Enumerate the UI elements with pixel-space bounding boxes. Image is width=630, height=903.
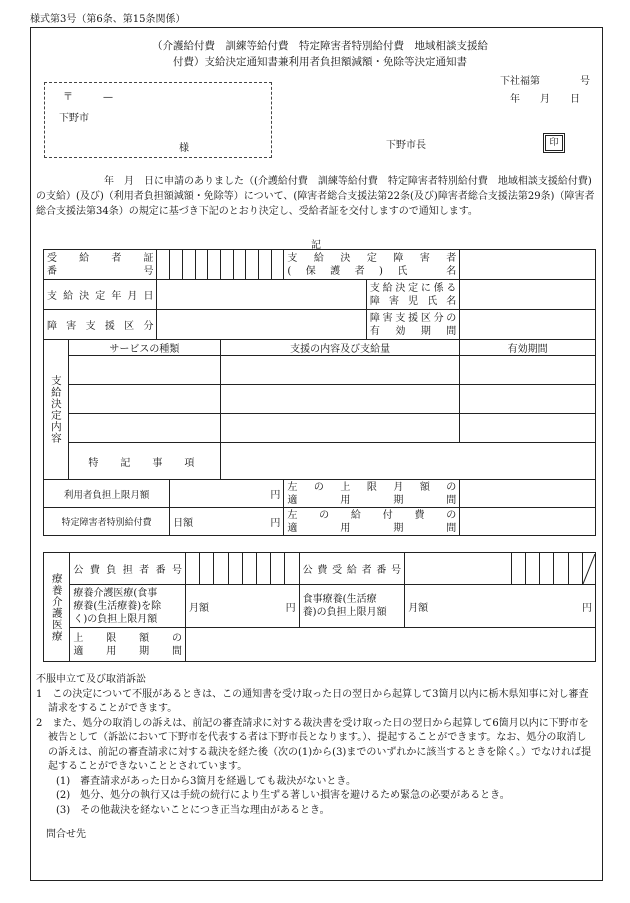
content-label: 支給決定内容 xyxy=(49,375,62,444)
amount-cell xyxy=(220,356,459,385)
medical-limit-label xyxy=(70,585,186,628)
special-period-label-1: 左 の 給 付 費 の xyxy=(287,509,457,521)
medical-period-row xyxy=(44,628,596,662)
address-box xyxy=(44,82,272,158)
special-period-label xyxy=(284,508,460,536)
medical-monthly: 月額 xyxy=(189,602,210,614)
beneficiary-label: 公費受給者番号 xyxy=(299,553,405,585)
category-period-value xyxy=(460,310,596,340)
date-line: 年 月 日 xyxy=(510,94,580,105)
ki-label: 記 xyxy=(311,240,321,251)
medical-label-3: く)の負担上限月額 xyxy=(73,613,158,625)
guardian-label-1: 支給決定障害者 xyxy=(287,252,457,264)
payer-digit xyxy=(285,553,299,585)
limit-period-label xyxy=(284,480,460,508)
recipient-digit xyxy=(157,250,170,280)
service-row xyxy=(44,385,596,414)
child-label xyxy=(366,280,459,310)
category-row xyxy=(44,310,596,340)
appeal-heading: 不服申立て及び取消訴訟 xyxy=(36,674,146,685)
child-label-2: 障 害 児 氏 名 xyxy=(369,295,457,307)
limit-period-value xyxy=(460,480,596,508)
category-period-label-1: 障害支援区分の xyxy=(369,312,457,324)
special-period-value xyxy=(460,508,596,536)
content-header-row xyxy=(44,340,596,356)
medical-side-text: 療養介護医療 xyxy=(50,572,63,642)
decision-table xyxy=(43,249,596,536)
medical-yen: 円 xyxy=(285,602,296,614)
payer-digit xyxy=(257,553,271,585)
medical-label-1: 療養介護医療(食事 xyxy=(73,587,158,599)
guardian-label xyxy=(284,250,460,280)
contact-label: 問合せ先 xyxy=(46,829,86,840)
recipient-row xyxy=(44,250,596,280)
recipient-digit xyxy=(208,250,221,280)
title-line-2: 付費）支給決定通知書兼利用者負担額減額・免除等決定通知書 xyxy=(173,56,467,68)
appeal-sub-3: (3) その他裁決を経ないことにつき正当な理由があるとき。 xyxy=(56,804,330,816)
special-yen: 円 xyxy=(270,518,281,529)
service-cell xyxy=(68,385,220,414)
content-side-label xyxy=(44,340,69,480)
payer-digit xyxy=(271,553,285,585)
recipient-digit xyxy=(271,250,284,280)
col-amount-header: 支援の内容及び支給量 xyxy=(220,340,459,356)
period-cell xyxy=(460,385,596,414)
address-city: 下野市 xyxy=(59,113,89,124)
service-cell xyxy=(68,356,220,385)
payer-row xyxy=(44,553,596,585)
guardian-label-2: (保護者)氏 名 xyxy=(287,265,457,277)
medical-side-label xyxy=(44,553,70,662)
form-number: 様式第3号（第6条、第15条関係） xyxy=(30,14,186,25)
medical-limit-value xyxy=(186,585,300,628)
medical-limit-row xyxy=(44,585,596,628)
special-label: 特定障害者特別給付費 xyxy=(44,508,170,536)
col-period-header: 有効期間 xyxy=(460,340,596,356)
service-row xyxy=(44,414,596,443)
diagonal-slash xyxy=(583,554,595,584)
period-cell xyxy=(460,356,596,385)
service-row xyxy=(44,356,596,385)
recipient-no-label xyxy=(44,250,157,280)
beneficiary-diagonal-cell xyxy=(582,553,595,585)
limit-value xyxy=(170,480,284,508)
appeal-sub-2: (2) 処分、処分の執行又は手続の続行により生ずる著しい損害を避けるため緊急の必要があるとき。 xyxy=(56,790,510,801)
medical-period-label-1: 上 限 額 の xyxy=(73,632,183,644)
remarks-row xyxy=(44,443,596,480)
child-label-1: 支給決定に係る xyxy=(369,282,457,294)
beneficiary-digit xyxy=(554,553,568,585)
appeal-sub-1: (1) 審査請求があった日から3箇月を経過しても裁決がないとき。 xyxy=(56,775,357,787)
recipient-digit xyxy=(195,250,208,280)
limit-period-label-2: 適 用 期 間 xyxy=(287,494,457,506)
guardian-value xyxy=(460,250,596,280)
category-period-label xyxy=(366,310,459,340)
recipient-digit xyxy=(233,250,246,280)
category-period-label-2: 有 効 期 間 xyxy=(369,325,457,337)
special-period-label-2: 適 用 期 間 xyxy=(287,522,457,534)
meal-limit-value xyxy=(405,585,596,628)
recipient-no-label-2: 番 号 xyxy=(47,265,154,277)
postal-code: 〒 — xyxy=(63,92,113,103)
special-value xyxy=(170,508,284,536)
recipient-digit xyxy=(182,250,195,280)
title-line-1: （介護給付費 訓練等給付費 特定障害者特別給付費 地域相談支援給 xyxy=(152,40,488,52)
payer-digit xyxy=(214,553,228,585)
seal-stamp xyxy=(543,133,565,153)
payer-digit xyxy=(186,553,200,585)
limit-label: 利用者負担上限月額 xyxy=(44,480,170,508)
meal-yen: 円 xyxy=(582,602,592,614)
medical-period-value xyxy=(186,628,596,662)
amount-cell xyxy=(220,385,459,414)
appeal-item-1: 1 この決定について不服があるときは、この通知書を受け取った日の翌日から起算して3箇月以内に栃木県知事に対し審査請求をすることができます。 xyxy=(36,688,589,714)
medical-period-label-2: 適 用 期 間 xyxy=(73,645,183,657)
remarks-label-text: 特 記 事 項 xyxy=(88,457,201,469)
meal-limit-label xyxy=(299,585,405,628)
meal-label-1: 食事療養(生活療 xyxy=(302,594,377,605)
decision-date-value xyxy=(157,280,366,310)
limit-row xyxy=(44,480,596,508)
seal-mark: 印 xyxy=(545,135,563,151)
meal-monthly: 月額 xyxy=(408,602,429,614)
payer-label: 公費負担者番号 xyxy=(70,553,186,585)
doc-number: 下社福第 号 xyxy=(500,76,590,87)
col-service-header: サービスの種類 xyxy=(68,340,220,356)
payer-digit xyxy=(242,553,256,585)
decision-date-row xyxy=(44,280,596,310)
beneficiary-spacer xyxy=(405,553,512,585)
medical-table xyxy=(43,552,596,662)
recipient-digit xyxy=(258,250,271,280)
issuer-name: 下野市長 xyxy=(386,140,426,151)
beneficiary-digit xyxy=(525,553,539,585)
recipient-digit xyxy=(170,250,183,280)
remarks-label xyxy=(68,443,220,480)
limit-period-label-1: 左の上限月額の xyxy=(287,481,457,493)
medical-period-label xyxy=(70,628,186,662)
beneficiary-digit xyxy=(540,553,554,585)
period-cell xyxy=(460,414,596,443)
remarks-value xyxy=(220,443,595,480)
payer-digit xyxy=(228,553,242,585)
appeal-item-2: 2 また、処分の取消しの訴えは、前記の審査請求に対する裁決書を受け取った日の翌日から起算して6箇月以内に下野市を被告として（訴訟において下野市を代表する者は下野市長となります。）、提起することができます。なお、処分の取消しの訴えは、前記の審査請求に対する裁決を経た後（次の(1)から(3)までのいずれかに該当するときを除く。）でなければ提起することができないこととされています。 xyxy=(36,717,592,772)
beneficiary-digit xyxy=(511,553,525,585)
payer-digit xyxy=(200,553,214,585)
amount-cell xyxy=(220,414,459,443)
special-row xyxy=(44,508,596,536)
appeal-notes xyxy=(36,673,596,818)
category-label: 障害支援区分 xyxy=(44,310,157,340)
recipient-digit xyxy=(220,250,233,280)
decision-date-label: 支給決定年月日 xyxy=(44,280,157,310)
recipient-digit xyxy=(246,250,259,280)
beneficiary-digit xyxy=(568,553,582,585)
category-value xyxy=(157,310,366,340)
special-daily: 日額 xyxy=(173,518,194,529)
addressee-honorific: 様 xyxy=(179,143,189,154)
intro-paragraph: 年 月 日に申請のありました（(介護給付費 訓練等給付費 特定障害者特別給付費 地域相談支援給付費)の支給）(及び)（利用者負担額減額・免除等）について、(障害者総合支援法第22条(及び)障害者総合支援法第29条)（障害者総合支援法第34条）の規定に基づき下記のとおり決定し、受給者証を交付しますので通知します。 xyxy=(36,176,595,217)
medical-label-2: 療養(生活療養)を除 xyxy=(73,600,162,612)
child-value xyxy=(460,280,596,310)
meal-label-2: 養)の負担上限月額 xyxy=(302,607,387,618)
service-cell xyxy=(68,414,220,443)
recipient-no-label-1: 受 給 者 証 xyxy=(47,252,154,264)
limit-yen: 円 xyxy=(270,490,281,501)
